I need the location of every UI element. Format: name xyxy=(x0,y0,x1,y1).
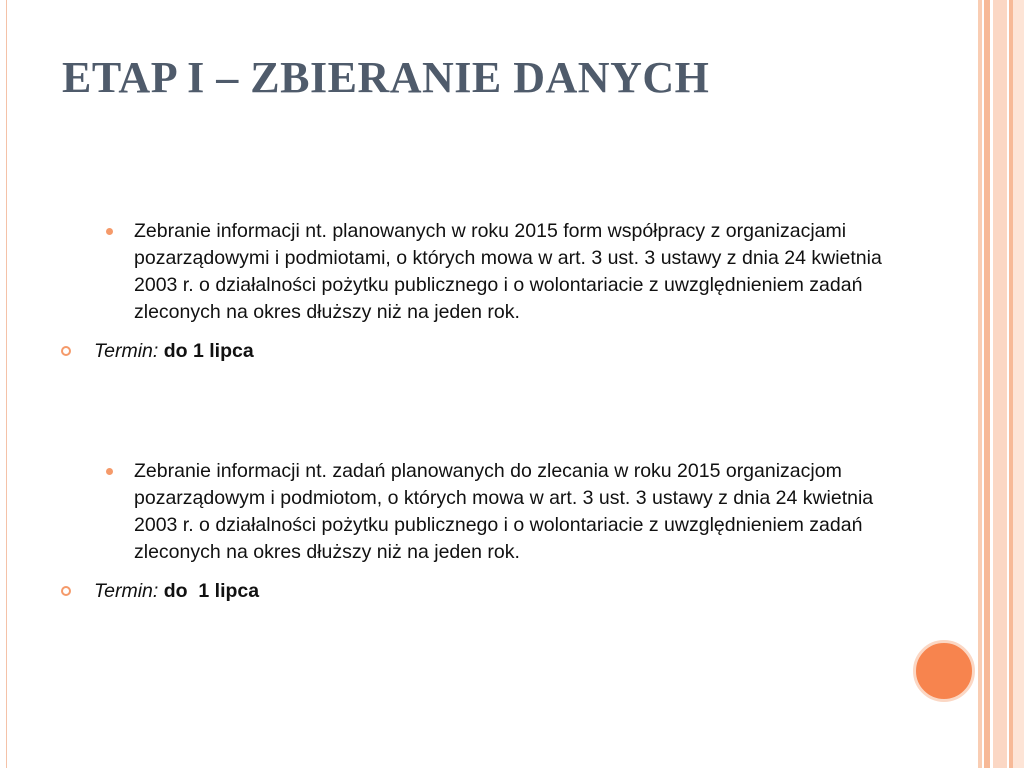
term-label: Termin: xyxy=(94,580,159,602)
term-item xyxy=(94,338,882,365)
decorative-circle xyxy=(913,640,975,702)
sub-bullet-item xyxy=(134,218,882,326)
term-value: do 1 lipca xyxy=(163,580,260,602)
content-section-1 xyxy=(62,218,882,365)
bullet-dot-icon xyxy=(106,228,113,235)
content-section-2 xyxy=(62,458,882,605)
term-item xyxy=(94,578,882,605)
sub-bullet-text: Zebranie informacji nt. planowanych w roku 2015 form współpracy z organizacjami pozarządowymi i podmiotami, o których mowa w art. 3 ust. 3 ustawy z dnia 24 kwietnia 2003 r. o działalności pożytku publicznego i o wolontariacie z uwzględnieniem zadań zleconych na okres dłuższy niż na jeden rok. xyxy=(134,220,882,323)
slide-title: ETAP I – ZBIERANIE DANYCH xyxy=(62,53,710,102)
sub-bullet-text: Zebranie informacji nt. zadań planowanych do zlecania w roku 2015 organizacjom pozarządowym i podmiotom, o których mowa w art. 3 ust. 3 ustawy z dnia 24 kwietnia 2003 r. o działalności pożytku publicznego i o wolontariacie z uwzględnieniem zadań zleconych na okres dłuższy niż na jeden rok. xyxy=(134,460,874,563)
bullet-dot-icon xyxy=(106,468,113,475)
slide-left-border xyxy=(6,0,7,768)
border-stripe xyxy=(993,0,1006,768)
term-label: Termin: xyxy=(94,340,159,362)
border-stripe xyxy=(1013,0,1024,768)
term-value: do 1 lipca xyxy=(163,340,254,362)
bullet-ring-icon xyxy=(61,346,71,356)
slide-right-decorative-border xyxy=(976,0,1024,768)
bullet-ring-icon xyxy=(61,586,71,596)
sub-bullet-item xyxy=(134,458,882,566)
